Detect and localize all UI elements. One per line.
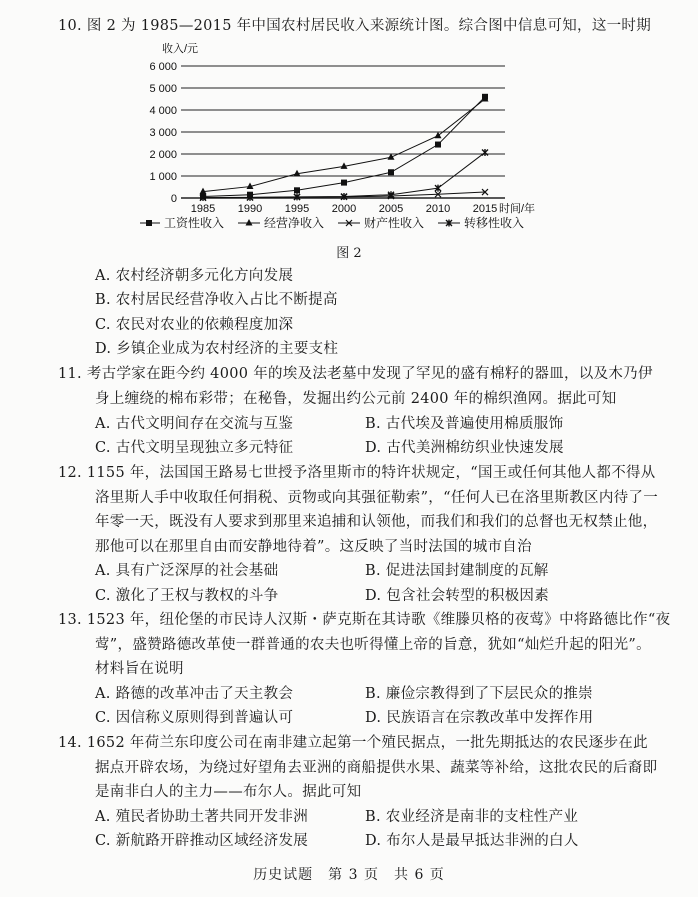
legend-label: 工资性收入 <box>164 216 225 230</box>
figure-caption: 图 2 <box>336 246 362 261</box>
x-tick-label: 1995 <box>284 203 310 215</box>
x-tick-label: 1990 <box>237 203 263 215</box>
legend-label: 财产性收入 <box>364 216 425 230</box>
q11-option-b[interactable]: B. 古代埃及普遍使用棉质服饰 <box>365 416 564 432</box>
q11-stem-line-1: 11. 考古学家在距今约 4000 年的埃及法老墓中发现了罕见的盛有棉籽的器皿，以及木乃伊 <box>58 366 653 382</box>
legend-item <box>338 215 424 230</box>
q14-option-b[interactable]: B. 农业经济是南非的支柱性产业 <box>365 809 579 825</box>
q12-option-b[interactable]: B. 促进法国封建制度的瓦解 <box>365 563 549 579</box>
data-point-square <box>435 142 441 148</box>
page-footer: 历史试题 第 3 页 共 6 页 <box>253 867 445 883</box>
q12-stem-line-2: 洛里斯人手中收取任何捐税、贡物或向其强征勒索”，“任何人已在洛里斯教区内待了一 <box>95 490 659 506</box>
q14-stem-line-1: 14. 1652 年荷兰东印度公司在南非建立起第一个殖民据点，一批先期抵达的农民逐步在此 <box>58 735 648 751</box>
q10-option-c[interactable]: C. 农民对农业的依赖程度加深 <box>95 317 294 333</box>
q11-stem-line-2: 身上缠绕的棉布彩带；在秘鲁，发掘出约公元前 2400 年的棉织渔网。据此可知 <box>95 391 617 407</box>
q14-stem-line-3: 是南非白人的主力——布尔人。据此可知 <box>95 784 362 800</box>
data-point-triangle <box>435 132 442 139</box>
data-point-triangle <box>246 219 253 226</box>
x-tick-label: 2015 <box>472 203 498 215</box>
q12-stem-line-3: 年零一天，既没有人要求到那里来追捕和认领他，而我们和我们的总督也无权禁止他， <box>95 514 658 530</box>
x-tick-label: 2010 <box>425 203 451 215</box>
legend-item <box>238 215 324 230</box>
data-point-square <box>341 180 347 186</box>
q13-option-a[interactable]: A. 路德的改革冲击了天主教会 <box>95 686 294 702</box>
chart-legend <box>140 215 524 230</box>
data-point-star <box>482 149 488 156</box>
q11-option-d[interactable]: D. 古代美洲棉纺织业快速发展 <box>365 440 564 456</box>
q11-option-a[interactable]: A. 古代文明间存在交流与互鉴 <box>95 416 294 432</box>
q14-option-c[interactable]: C. 新航路开辟推动区域经济发展 <box>95 833 309 849</box>
x-tick-label: 2000 <box>331 203 357 215</box>
x-tick-labels <box>191 203 497 215</box>
y-tick-label: 1 000 <box>149 171 177 183</box>
q11-option-c[interactable]: C. 古代文明呈现独立多元特征 <box>95 440 294 456</box>
y-tick-label: 0 <box>170 193 177 205</box>
x-tick-label: 2005 <box>378 203 404 215</box>
q12-stem-line-1: 12. 1155 年，法国国王路易七世授予洛里斯市的特许状规定，“国王或任何其他人都不得从 <box>58 465 656 481</box>
y-tick-label: 2 000 <box>149 149 177 161</box>
y-tick-label: 4 000 <box>149 105 177 117</box>
legend-item <box>438 215 524 230</box>
q13-option-b[interactable]: B. 廉俭宗教得到了下层民众的推崇 <box>365 686 593 702</box>
grid-lines <box>181 66 505 198</box>
q10-option-b[interactable]: B. 农村居民经营净收入占比不断提高 <box>95 292 338 308</box>
q13-stem-line-3: 材料旨在说明 <box>95 661 184 677</box>
income-line-chart <box>140 36 540 236</box>
data-point-square <box>294 187 300 193</box>
q10-option-d[interactable]: D. 乡镇企业成为农村经济的主要支柱 <box>95 341 339 357</box>
q14-option-d[interactable]: D. 布尔人是最早抵达非洲的白人 <box>365 833 579 849</box>
q13-stem-line-2: 莺”，盛赞路德改革使一群普通的农夫也听得懂上帝的旨意，犹如“灿烂升起的阳光”。 <box>95 637 651 653</box>
q10-stem: 10. 图 2 为 1985—2015 年中国农村居民收入来源统计图。综合图中信息可知，这一时期 <box>58 18 652 34</box>
legend-item <box>140 215 224 230</box>
q13-option-c[interactable]: C. 因信称义原则得到普遍认可 <box>95 710 294 726</box>
y-tick-label: 5 000 <box>149 83 177 95</box>
data-point-square <box>146 220 152 226</box>
q12-option-d[interactable]: D. 包含社会转型的积极因素 <box>365 588 550 604</box>
y-tick-label: 3 000 <box>149 127 177 139</box>
legend-label: 转移性收入 <box>464 216 525 230</box>
x-axis-label: 时间/年 <box>499 203 536 215</box>
q10-option-a[interactable]: A. 农村经济朝多元化方向发展 <box>95 268 294 284</box>
series-line <box>203 99 485 192</box>
legend-label: 经营净收入 <box>264 216 325 230</box>
x-tick-label: 1985 <box>190 203 216 215</box>
q12-option-a[interactable]: A. 具有广泛深厚的社会基础 <box>95 563 279 579</box>
q13-stem-line-1: 13. 1523 年，纽伦堡的市民诗人汉斯・萨克斯在其诗歌《维滕贝格的夜莺》中将路德比作“夜 <box>58 612 671 628</box>
series-star <box>200 149 488 201</box>
q14-option-a[interactable]: A. 殖民者协助土著共同开发非洲 <box>95 809 308 825</box>
q12-option-c[interactable]: C. 激化了王权与教权的斗争 <box>95 588 279 604</box>
data-point-square <box>388 169 394 175</box>
y-tick-labels <box>149 61 177 205</box>
q13-option-d[interactable]: D. 民族语言在宗教改革中发挥作用 <box>365 710 594 726</box>
q14-stem-line-2: 据点开辟农场，为绕过好望角去亚洲的商船提供水果、蔬菜等补给，这批农民的后裔即 <box>95 760 658 776</box>
y-axis-label: 收入/元 <box>162 43 199 55</box>
series-line <box>203 152 485 197</box>
y-tick-label: 6 000 <box>149 61 177 73</box>
q12-stem-line-4: 那他可以在那里自由而安静地待着”。这反映了当时法国的城市自治 <box>95 539 532 555</box>
